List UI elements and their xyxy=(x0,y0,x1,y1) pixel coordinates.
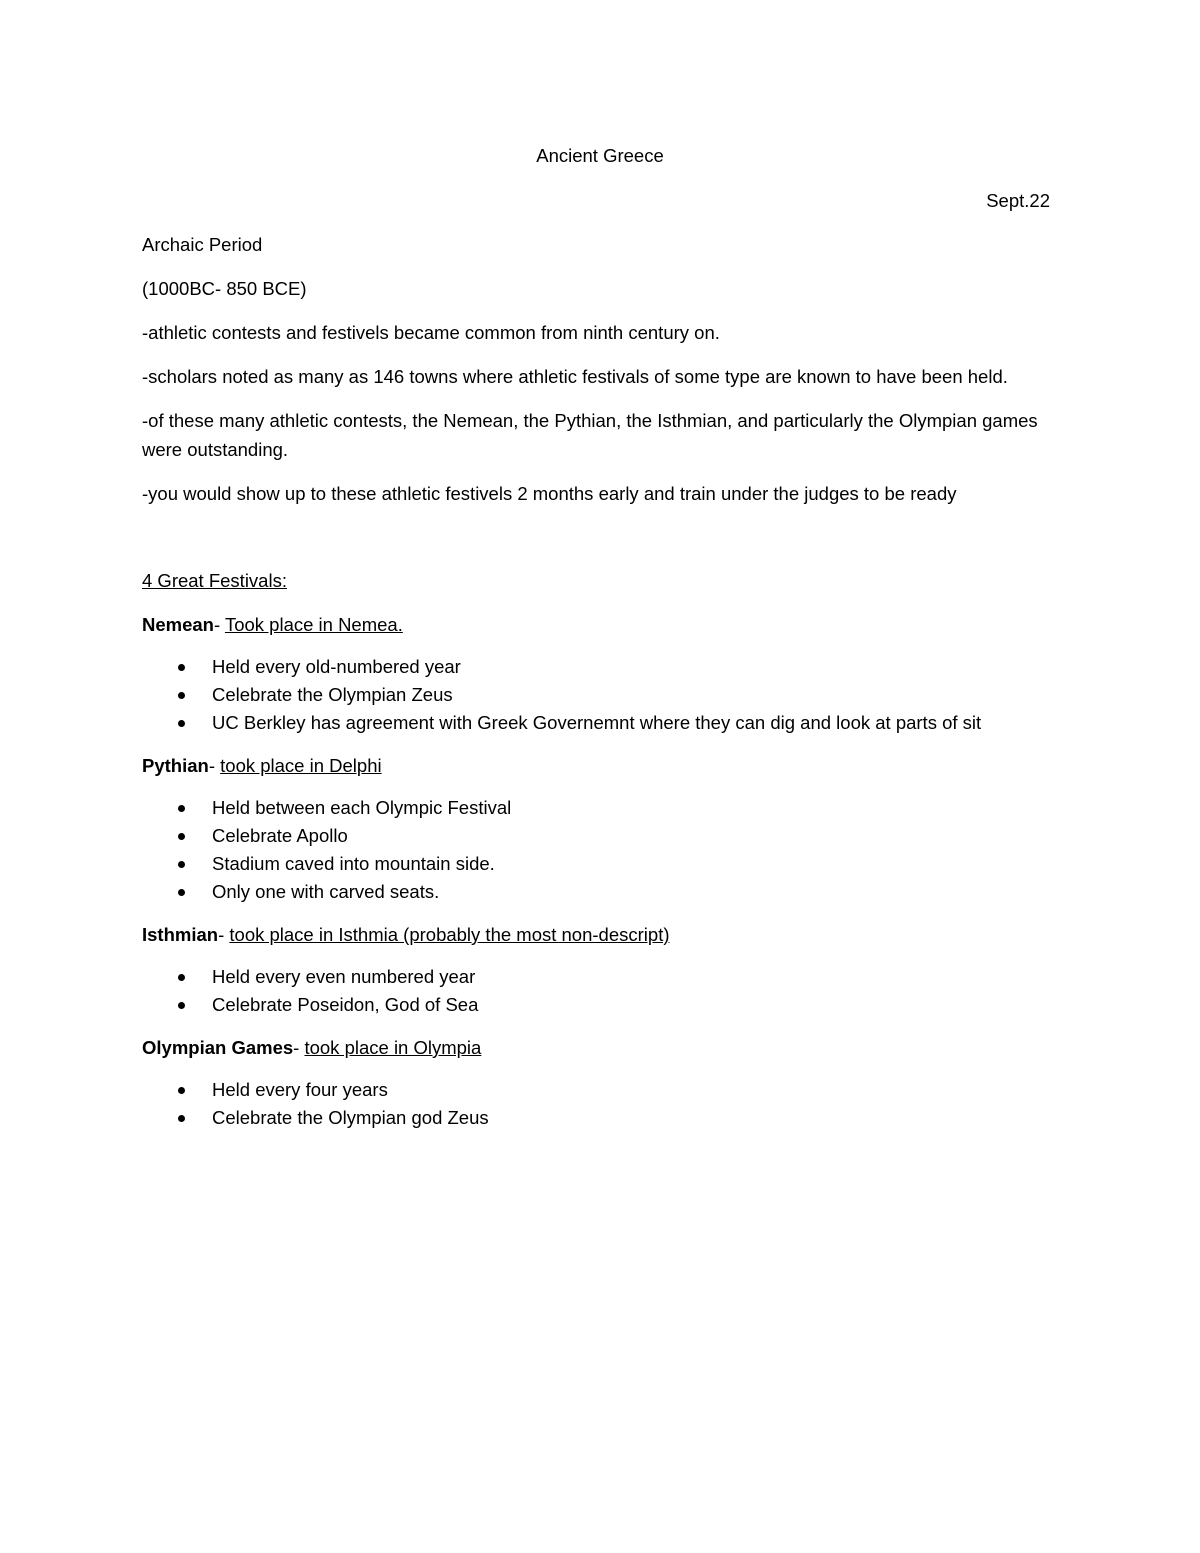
list-item xyxy=(142,681,1052,709)
list-item xyxy=(142,822,1052,850)
list-item xyxy=(142,794,1052,822)
bullet-icon xyxy=(178,861,185,868)
paragraph: -of these many athletic contests, the Nemean, the Pythian, the Isthmian, and particularly the Olympian games were outstanding. xyxy=(142,410,1038,460)
list-item-text: Held every old-numbered year xyxy=(212,656,461,677)
bullet-icon xyxy=(178,664,185,671)
bullet-icon xyxy=(178,1087,185,1094)
festival-heading-nemean xyxy=(142,610,1052,639)
festival-separator: - xyxy=(218,924,230,945)
list-item-text: Celebrate the Olympian Zeus xyxy=(212,684,453,705)
bullet-icon xyxy=(178,720,185,727)
period-heading: Archaic Period xyxy=(142,234,263,255)
document-date: Sept.22 xyxy=(986,190,1050,211)
bullet-icon xyxy=(178,692,185,699)
festival-heading-olympian xyxy=(142,1033,1052,1062)
list-item-text: Celebrate Poseidon, God of Sea xyxy=(212,994,479,1015)
festival-heading-pythian xyxy=(142,751,1052,780)
festivals-heading: 4 Great Festivals: xyxy=(142,570,287,591)
list-item xyxy=(142,878,1052,906)
list-item-text: Only one with carved seats. xyxy=(212,881,440,902)
list-item-text: Held between each Olympic Festival xyxy=(212,797,512,818)
document-title: Ancient Greece xyxy=(536,145,664,166)
festival-place: took place in Olympia xyxy=(304,1037,482,1058)
festival-bullets-pythian xyxy=(142,794,1052,906)
festival-bullets-olympian xyxy=(142,1076,1052,1132)
bullet-icon xyxy=(178,974,185,981)
festival-name: Isthmian xyxy=(142,924,219,945)
list-item xyxy=(142,653,1052,681)
list-item xyxy=(142,991,1052,1019)
document-body xyxy=(142,230,1052,1146)
festival-bullets-isthmian xyxy=(142,963,1052,1019)
list-item-text: Celebrate Apollo xyxy=(212,825,348,846)
bullet-icon xyxy=(178,805,185,812)
list-item xyxy=(142,1076,1052,1104)
festival-heading-isthmian xyxy=(142,920,1052,949)
paragraph: -scholars noted as many as 146 towns where athletic festivals of some type are known to have been held. xyxy=(142,366,1008,387)
bullet-icon xyxy=(178,1115,185,1122)
list-item-text: Held every even numbered year xyxy=(212,966,476,987)
list-item-text: Stadium caved into mountain side. xyxy=(212,853,495,874)
festival-place: took place in Delphi xyxy=(220,755,382,776)
festival-separator: - xyxy=(213,614,225,635)
festival-place: took place in Isthmia (probably the most non-descript) xyxy=(229,924,670,945)
list-item xyxy=(142,1104,1052,1132)
festival-name: Olympian Games xyxy=(142,1037,294,1058)
paragraph: -you would show up to these athletic festivels 2 months early and train under the judges to be ready xyxy=(142,483,957,504)
bullet-icon xyxy=(178,889,185,896)
list-item-text: UC Berkley has agreement with Greek Governemnt where they can dig and look at parts of sit xyxy=(212,712,982,733)
paragraph: -athletic contests and festivels became common from ninth century on. xyxy=(142,322,720,343)
festival-separator: - xyxy=(293,1037,305,1058)
list-item-text: Celebrate the Olympian god Zeus xyxy=(212,1107,489,1128)
list-item xyxy=(142,709,1052,737)
festival-separator: - xyxy=(208,755,221,776)
list-item xyxy=(142,850,1052,878)
bullet-icon xyxy=(178,833,185,840)
festival-place: Took place in Nemea. xyxy=(224,614,403,635)
bullet-icon xyxy=(178,1002,185,1009)
festival-name: Pythian xyxy=(142,755,209,776)
period-range: (1000BC- 850 BCE) xyxy=(142,278,307,299)
festival-name: Nemean xyxy=(142,614,214,635)
list-item-text: Held every four years xyxy=(212,1079,388,1100)
list-item xyxy=(142,963,1052,991)
festival-bullets-nemean xyxy=(142,653,1052,737)
